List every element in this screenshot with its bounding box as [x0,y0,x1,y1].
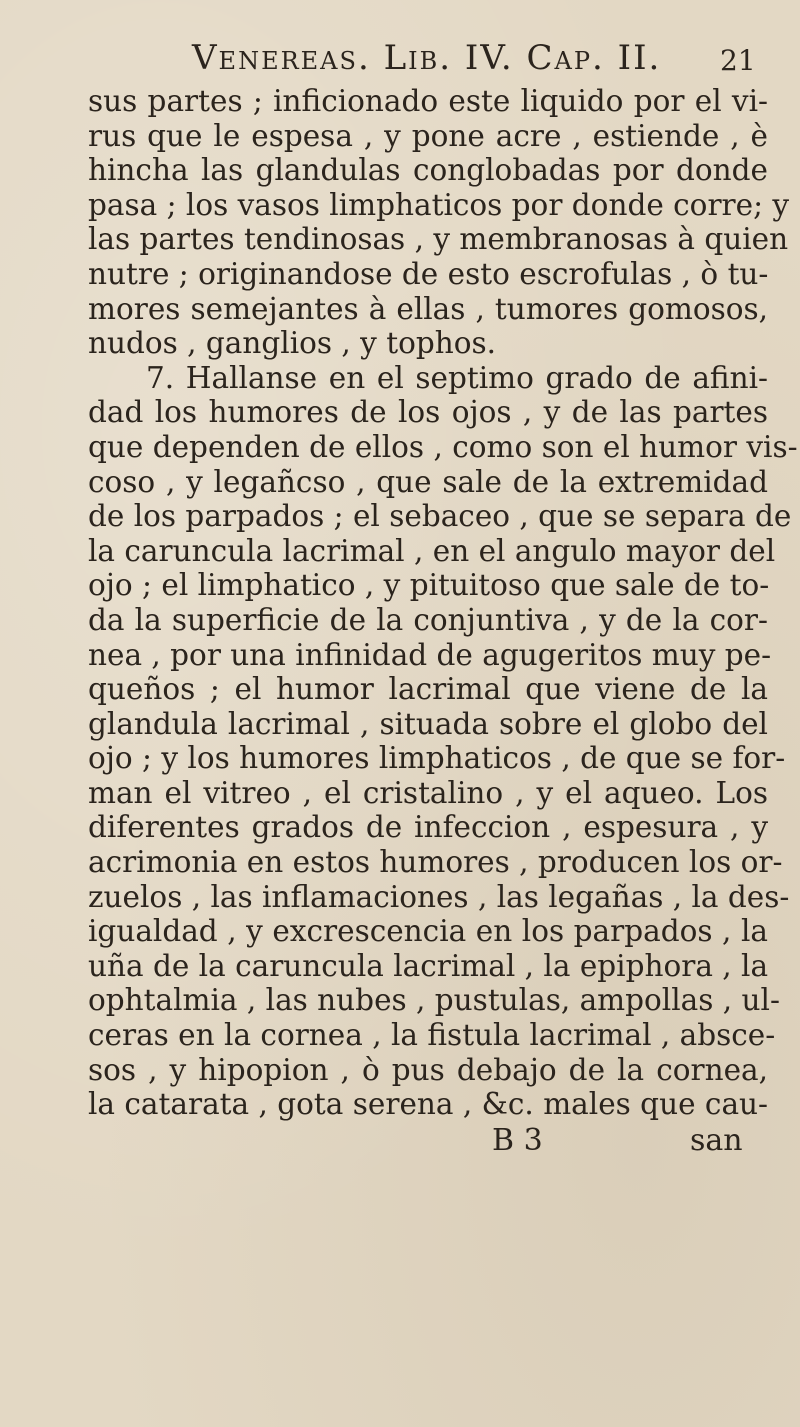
text-line: que dependen de ellos , como son el humor vis- [88,429,798,464]
text-line: ojo ; y los humores limphaticos , de que se for- [88,741,786,776]
text-line: dad los humores de los ojos , y de las partes [88,395,768,430]
catchword: san [690,1123,743,1158]
running-head: Venereas. Lib. IV. Cap. II. [192,38,662,78]
text-line: las partes tendinosas , y membranosas à quien [88,222,789,257]
text-line: queños ; el humor lacrimal que viene de la [88,672,768,707]
text-line: coso , y legañcso , que sale de la extremidad [88,464,768,499]
paragraph-start-line: 7. Hallanse en el septimo grado de afini- [146,360,768,395]
text-line: acrimonia en estos humores , producen los or- [88,845,783,880]
text-line: man el vitreo , el cristalino , y el aqueo. Los [88,775,768,810]
signature-mark: B 3 [492,1123,543,1158]
text-line: glandula lacrimal , situada sobre el globo del [88,706,768,741]
text-line: sus partes ; inficionado este liquido por el vi- [88,84,768,118]
text-line: la caruncula lacrimal , en el angulo mayor del [88,533,776,568]
text-line: nudos , ganglios , y tophos. [88,326,496,361]
text-line: igualdad , y excrescencia en los parpados , la [88,914,768,949]
text-line: uña de la caruncula lacrimal , la epiphora , la [88,948,769,983]
text-line: zuelos , las inflamaciones , las legañas , la des- [88,879,790,914]
text-line: hincha las glandulas conglobadas por donde [88,153,768,188]
text-line: nutre ; originandose de esto escrofulas , ò tu- [88,256,769,291]
text-line: ceras en la cornea , la fistula lacrimal , absce- [88,1018,776,1053]
page-number: 21 [720,44,756,77]
body-text [88,84,798,1122]
text-line: de los parpados ; el sebaceo , que se separa de [88,499,792,534]
text-line: sos , y hipopion , ò pus debajo de la cornea, [88,1052,768,1087]
text-line: ophtalmia , las nubes , pustulas, ampollas , ul- [88,983,780,1018]
text-line: diferentes grados de infeccion , espesura , y [88,810,768,845]
text-line: rus que le espesa , y pone acre , estiende , è [88,118,768,153]
text-line: mores semejantes à ellas , tumores gomosos, [88,291,768,326]
text-line: nea , por una infinidad de agugeritos muy pe- [88,637,772,672]
text-line: da la superficie de la conjuntiva , y de la cor- [88,602,768,637]
text-line: la catarata , gota serena , &c. males que cau- [88,1087,768,1122]
text-line: ojo ; el limphatico , y pituitoso que sale de to- [88,568,770,603]
text-line: pasa ; los vasos limphaticos por donde corre; y [88,187,790,222]
